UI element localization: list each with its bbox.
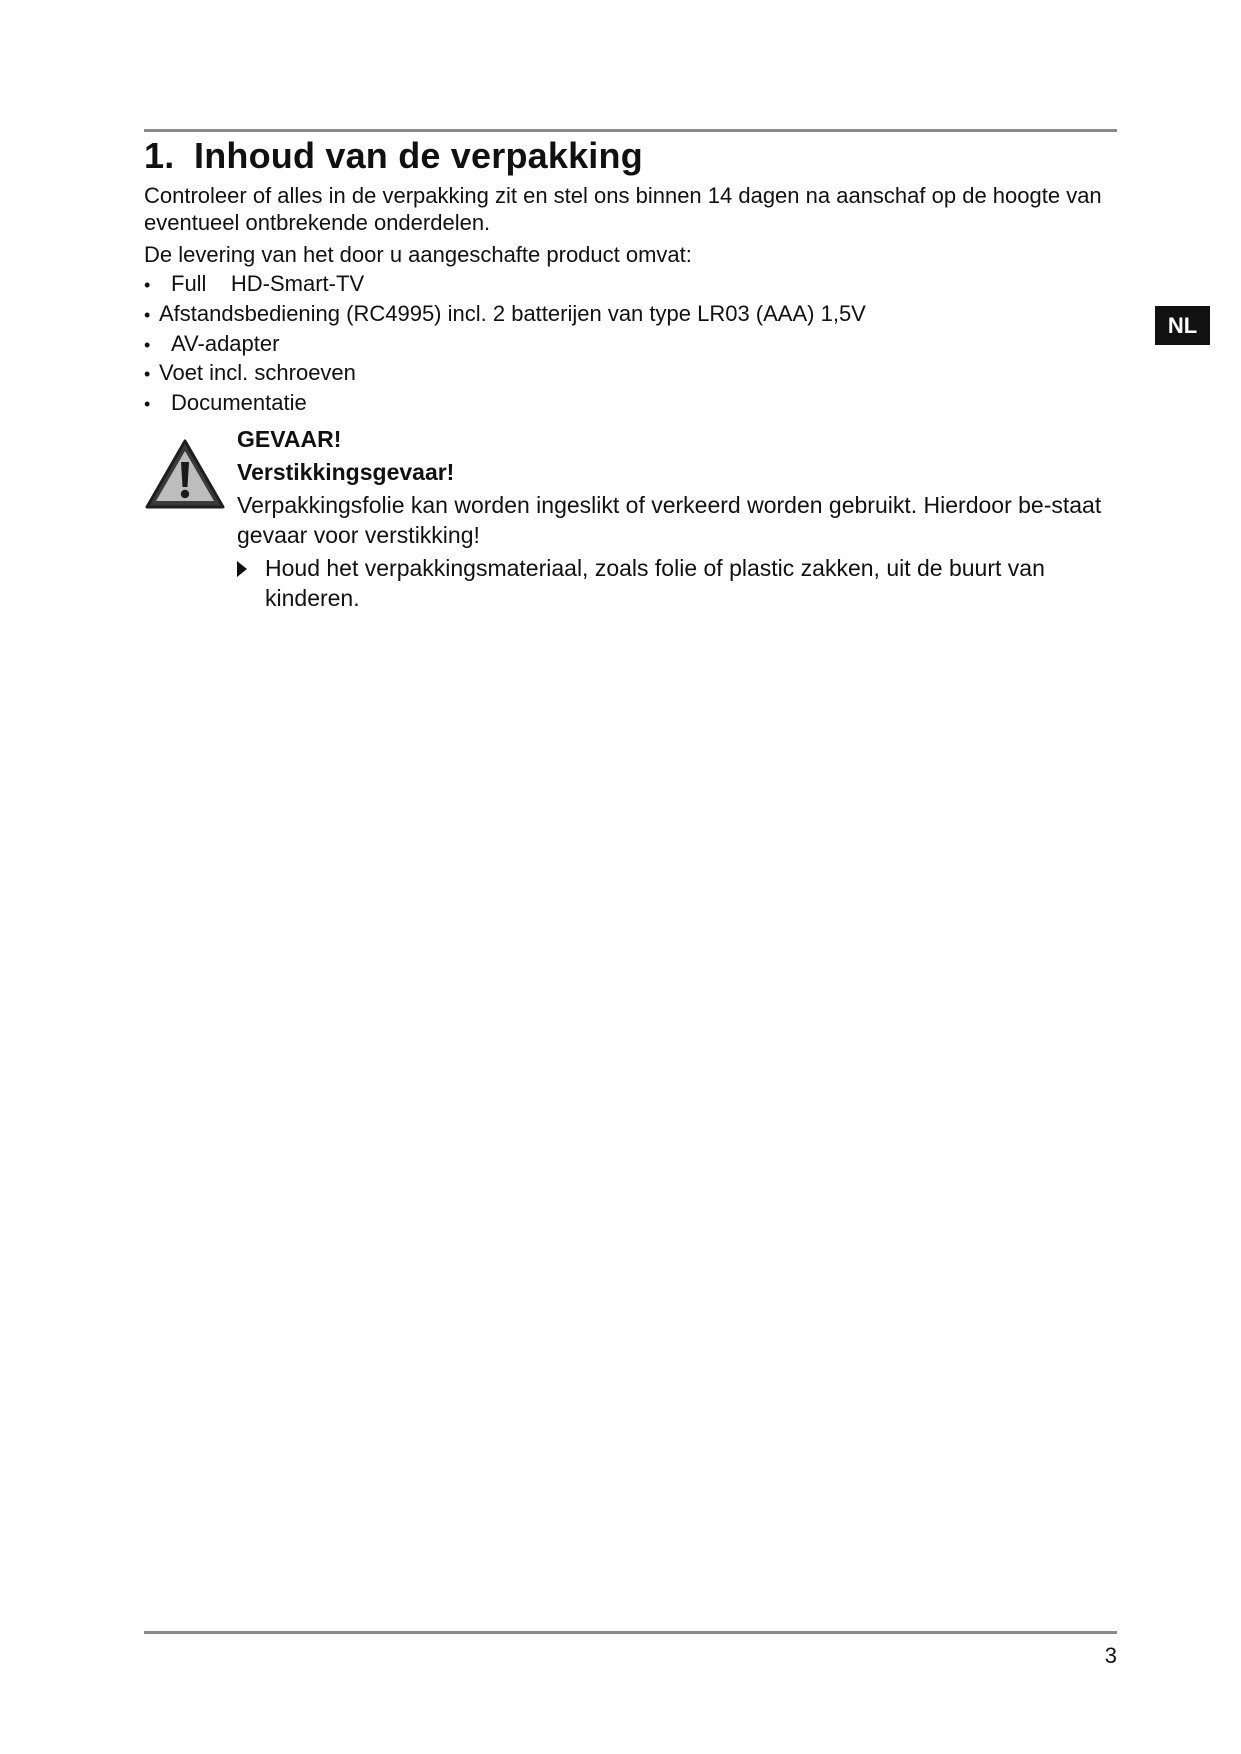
list-item-text: Documentatie: [171, 390, 307, 415]
arrow-right-icon: [237, 561, 247, 577]
bottom-rule: [144, 1631, 1117, 1634]
list-item-text: Voet incl. schroeven: [159, 360, 356, 385]
list-item-text: AV-adapter: [171, 331, 280, 356]
list-item: [144, 269, 866, 299]
list-item: [144, 329, 866, 358]
section-heading: [144, 132, 643, 180]
delivery-intro: De levering van het door u aangeschafte product omvat:: [144, 242, 692, 267]
warning-action: [237, 553, 1117, 613]
warning-subtitle: Verstikkingsgevaar!: [237, 459, 455, 485]
list-item: [144, 299, 866, 329]
warning-title: GEVAAR!: [237, 426, 342, 452]
list-item: [144, 388, 866, 418]
bullet-icon: •: [144, 275, 151, 295]
list-item: [144, 358, 866, 388]
warning-triangle-icon: [144, 438, 226, 510]
page-number: 3: [1104, 1643, 1117, 1668]
warning-action-text: Houd het verpakkingsmateriaal, zoals folie of plastic zakken, uit de buurt van kinderen.: [265, 555, 1045, 611]
list-item-text: Afstandsbediening (RC4995) incl. 2 batterijen van type LR03 (AAA) 1,5V: [159, 301, 866, 326]
section-number: 1.: [144, 135, 175, 176]
bullet-icon: •: [144, 305, 151, 325]
warning-text: Verpakkingsfolie kan worden ingeslikt of verkeerd worden gebruikt. Hierdoor be-staat gevaar voor verstikking!: [237, 492, 1102, 548]
bullet-icon: •: [144, 394, 151, 414]
list-item-text: Full HD-Smart-TV: [171, 271, 365, 296]
bullet-icon: •: [144, 364, 151, 384]
contents-list: [144, 269, 866, 418]
language-tab: NL: [1155, 306, 1210, 345]
intro-paragraph: Controleer of alles in de verpakking zit en stel ons binnen 14 dagen na aanschaf op de hoogte van eventueel ontbrekende onderdelen.: [144, 183, 1102, 235]
section-title: Inhoud van de verpakking: [194, 135, 643, 176]
bullet-icon: •: [144, 335, 151, 355]
